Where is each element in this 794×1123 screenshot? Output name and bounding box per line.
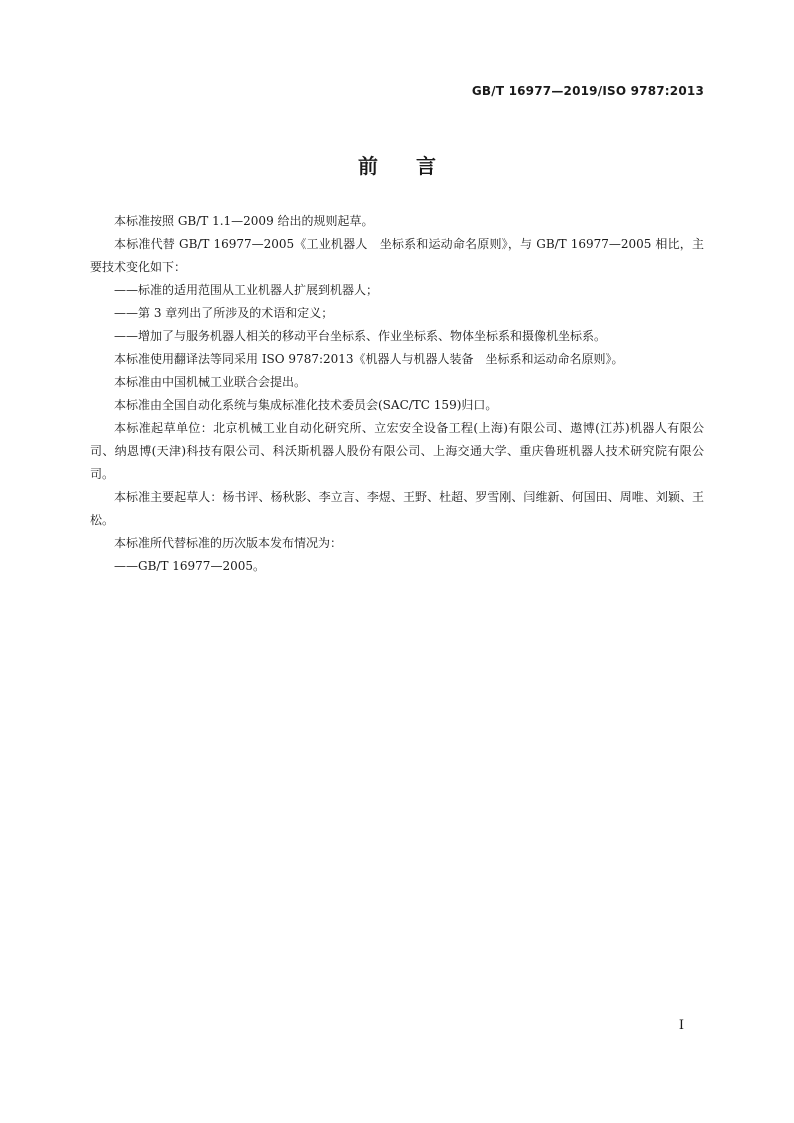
paragraph-under-jurisdiction: 本标准由全国自动化系统与集成标准化技术委员会(SAC/TC 159)归口。 [114,398,498,412]
page-title: 前言 [358,154,474,178]
paragraph-previous-edition-item: ——GB/T 16977—2005。 [114,559,265,573]
paragraph-change-coordinate-systems: ——增加了与服务机器人相关的移动平台坐标系、作业坐标系、物体坐标系和摄像机坐标系。 [114,329,607,343]
paragraph-replacement: 本标准代替 GB/T 16977—2005《工业机器人 坐标系和运动命名原则》，与 GB/T 16977—2005 相比，主要技术变化如下： [90,237,704,274]
paragraph-change-terms: ——第 3 章列出了所涉及的术语和定义； [114,306,334,320]
paragraph-drafting-organizations: 本标准起草单位：北京机械工业自动化研究所、立宏安全设备工程(上海)有限公司、遨博(江苏)机器人有限公司、纳恩博(天津)科技有限公司、科沃斯机器人股份有限公司、上海交通大学、重庆鲁班机器人技术研究院有限公司。 [90,421,704,481]
foreword-body [90,210,704,578]
paragraph-main-drafters: 本标准主要起草人：杨书评、杨秋影、李立言、李煜、王野、杜超、罗雪刚、闫维新、何国田、周唯、刘颖、王松。 [90,490,704,527]
paragraph-previous-editions: 本标准所代替标准的历次版本发布情况为： [114,536,343,550]
page-number: I [678,1018,684,1033]
paragraph-drafting-rules: 本标准按照 GB/T 1.1—2009 给出的规则起草。 [114,214,374,228]
paragraph-proposed-by: 本标准由中国机械工业联合会提出。 [114,375,307,389]
paragraph-change-scope: ——标准的适用范围从工业机器人扩展到机器人； [114,283,379,297]
paragraph-translation-method: 本标准使用翻译法等同采用 ISO 9787:2013《机器人与机器人装备 坐标系和运动命名原则》。 [114,352,624,366]
standard-code-header: GB/T 16977—2019/ISO 9787:2013 [471,84,704,98]
